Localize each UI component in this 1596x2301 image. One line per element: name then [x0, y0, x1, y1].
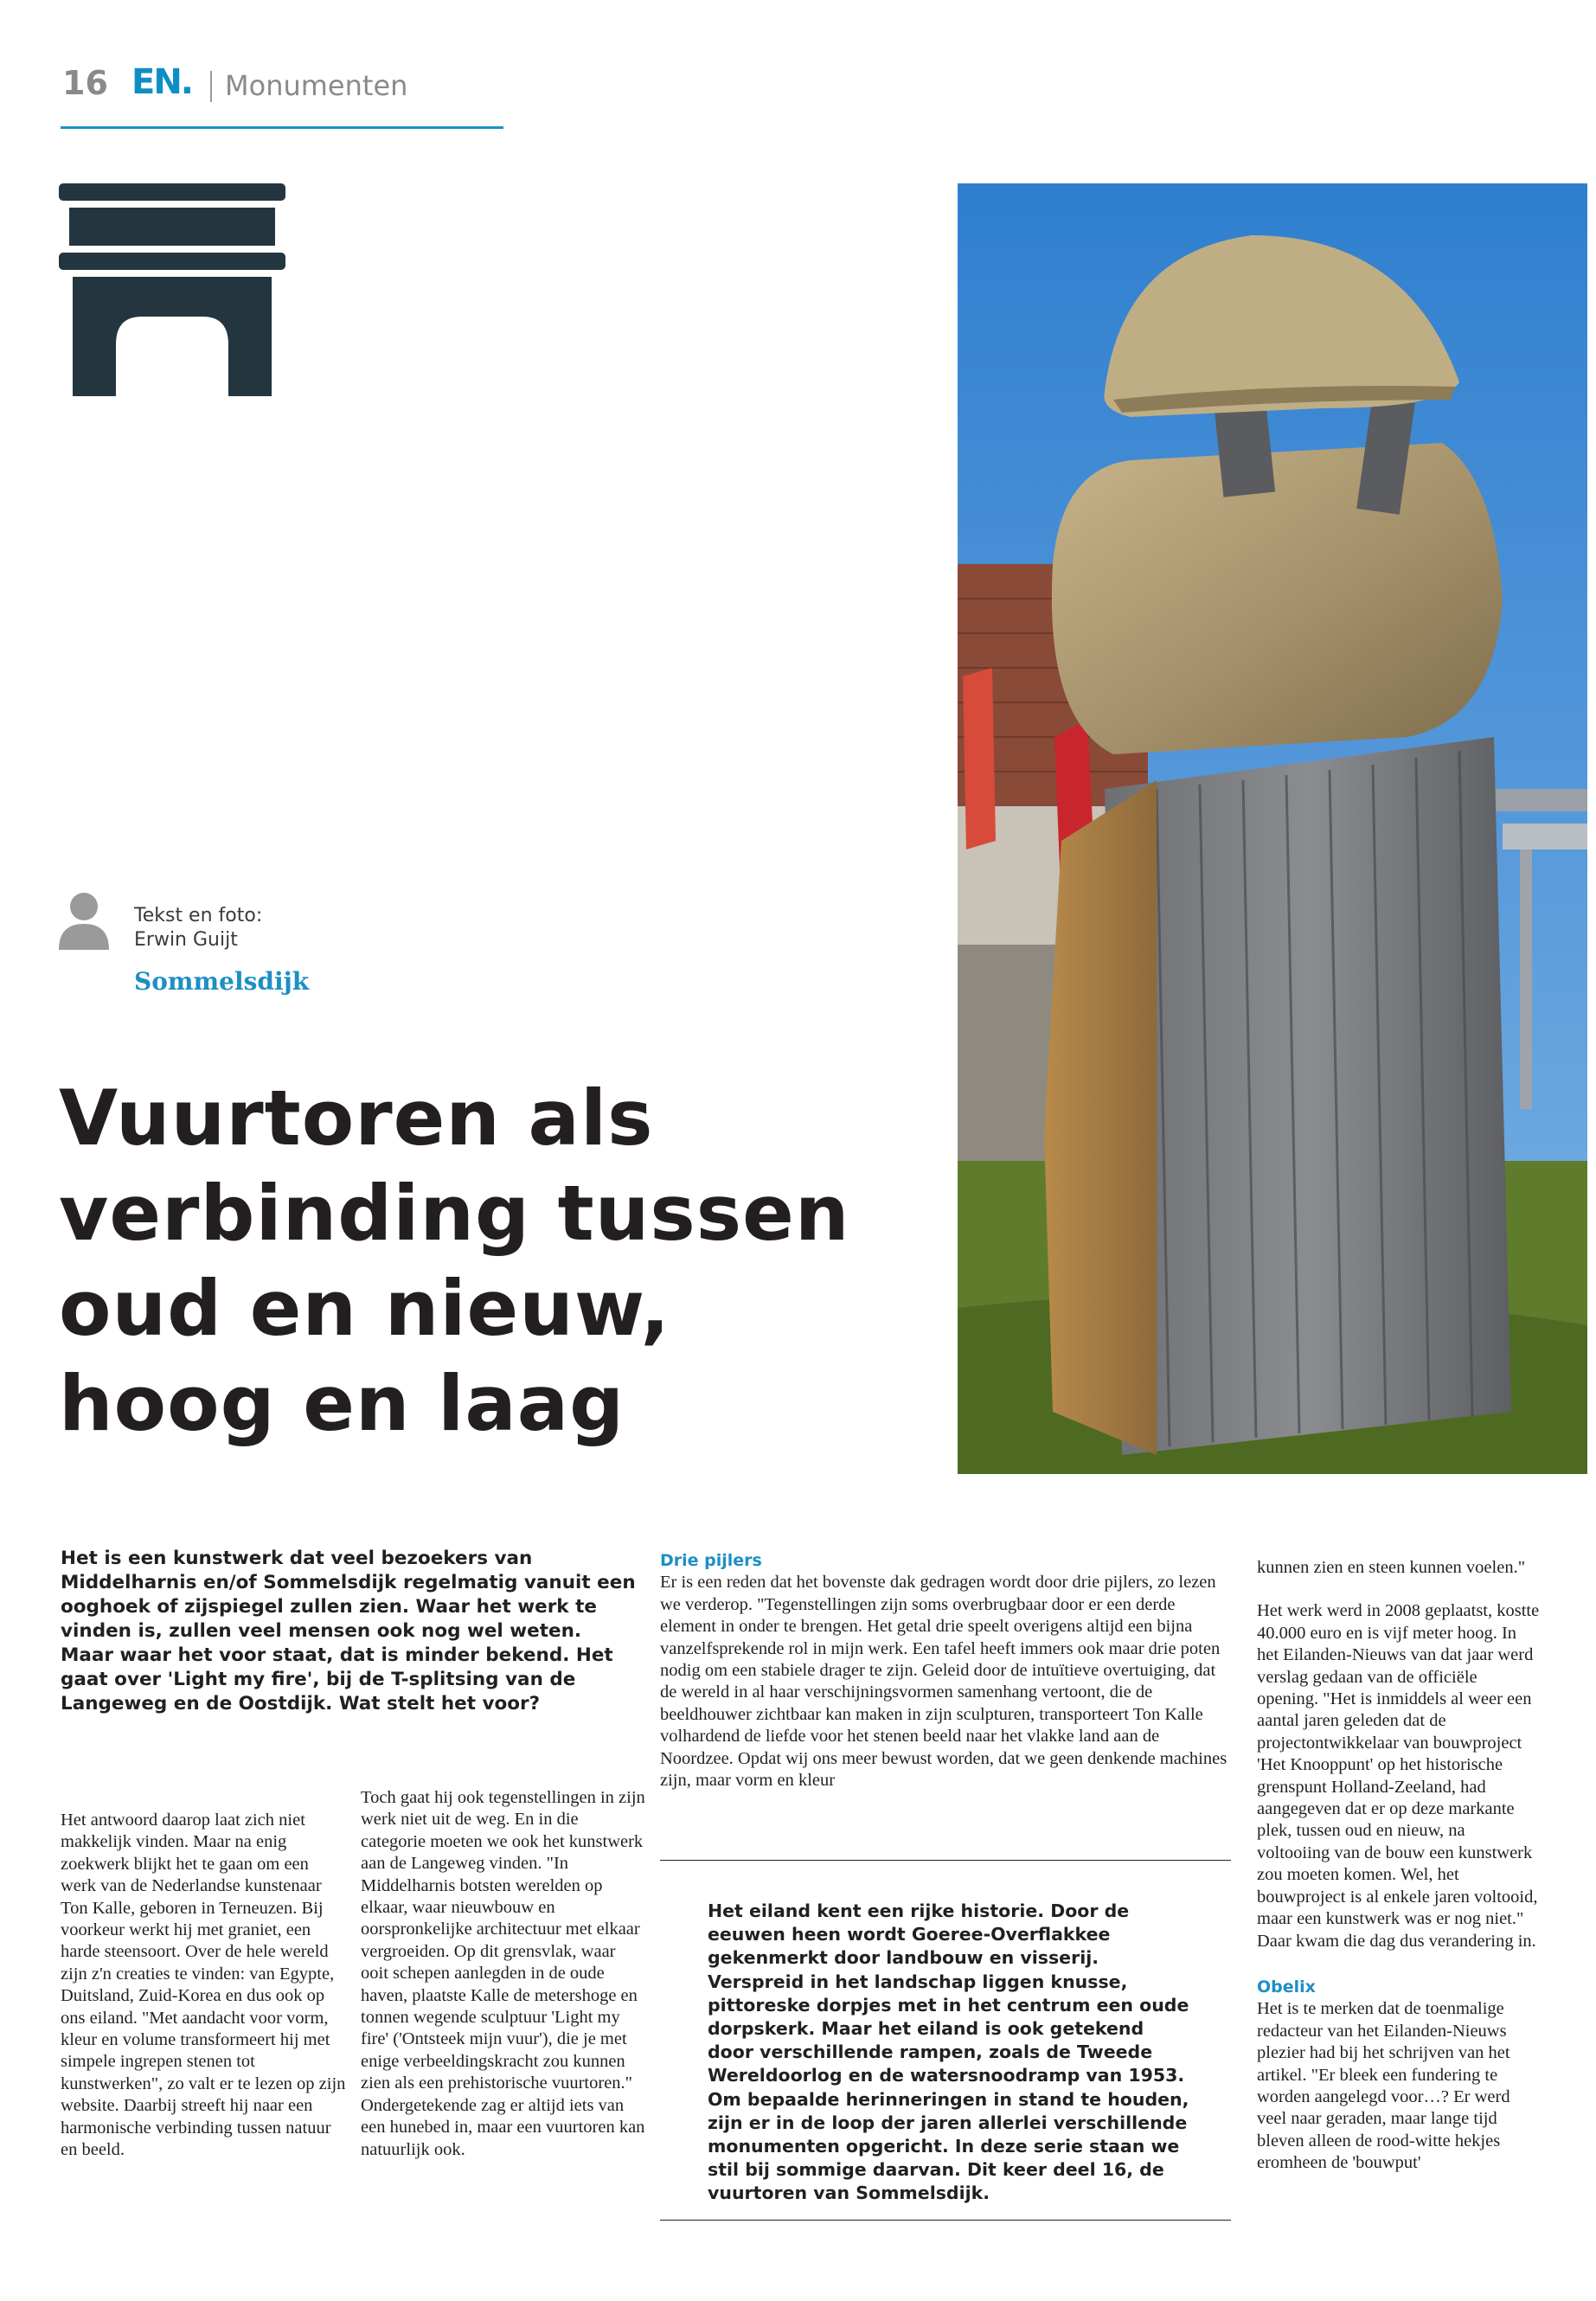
article-title	[59, 1071, 924, 1452]
page-number: 16	[62, 64, 108, 102]
series-info-box: Het eiland kent een rijke historie. Door de eeuwen heen wordt Goeree-Overflakkee gekenmerkt door landbouw en visserij. Verspreid in het landschap liggen knusse, pittoreske dorpjes met in het centrum een oude dorpskerk. Maar het eiland is ook getekend door verschillende rampen, zoals de Tweede Wereldoorlog en de watersnoodramp van 1953. Om bepaalde herinneringen in stand te houden, zijn er in de loop der jaren allerlei verschillende monumenten opgericht. In deze serie staan we stil bij sommige daarvan. Dit keer deel 16, de vuurtoren van Sommelsdijk.	[708, 1900, 1189, 2204]
byline-author: Erwin Guijt	[134, 929, 238, 951]
body-column-1: Het antwoord daarop laat zich niet makkelijk vinden. Maar na enig zoekwerk blijkt het te gaan om een werk van de Nederlandse kunstenaar Ton Kalle, geboren in Terneuzen. Bij voorkeur werkt hij met graniet, een harde steensoort. Over de hele wereld zijn z'n creaties te vinden: van Egypte, Duitsland, Zuid-Korea en dus ook op ons eiland. "Met aandacht voor vorm, kleur en volume transformeert hij met simpele ingrepen stenen tot kunstwerken", zo valt er te lezen op zijn website. Daarbij streeft hij naar een harmonische verbinding tussen natuur en beeld.	[61, 1811, 346, 2160]
column-4-text-1: kunnen zien en steen kunnen voelen."	[1257, 1558, 1526, 1577]
header-divider	[210, 71, 212, 102]
article-intro: Het is een kunstwerk dat veel bezoekers van Middelharnis en/of Sommelsdijk regelmatig vanuit een ooghoek of zijspiegel zullen zien. Waar het werk te vinden is, zullen veel mensen ook nog wel weten. Maar waar het voor staat, dat is minder bekend. Het gaat over 'Light my fire', bij de T-splitsing van de Langeweg en de Oostdijk. Wat stelt het voor?	[61, 1548, 636, 1715]
box-rule-bottom	[660, 2220, 1231, 2221]
sculpture-photo	[958, 183, 1587, 1474]
byline-label: Tekst en foto:	[134, 905, 263, 926]
column-4-text-2: Het werk werd in 2008 geplaatst, kostte 40.000 euro en is vijf meter hoog. In het Eilanden-Nieuws van dat jaar werd verslag gedaan van de officiële opening. "Het is inmiddels al weer een aantal jaren geleden dat de projectontwikkelaar van bouwproject 'Het Knooppunt' op het historische grenspunt Holland-Zeeland, had aangegeven dat er op deze markante plek, tussen oud en nieuw, na voltooiing van de bouw een kunstwerk zou moeten komen. Wel, het bouwproject is al enkele jaren voltooid, maar een kunstwerk was er nog niet." Daar kwam die dag dus verandering in.	[1257, 1601, 1540, 1951]
body-column-3	[660, 1550, 1235, 1791]
title-line-2: verbinding tussen	[59, 1169, 850, 1258]
subheading-obelix: Obelix	[1257, 1977, 1316, 1997]
header-rule	[61, 126, 503, 129]
column-3-text: Er is een reden dat het bovenste dak gedragen wordt door drie pijlers, zo lezen we verderop. "Tegenstellingen zijn soms overbrugbaar door er een derde element in onder te brengen. Het getal drie speelt overigens altijd een bijna vanzelfsprekende rol in mijn werk. Een tafel heeft immers ook maar drie poten nodig om een stabiele drager te zijn. Geleid door de intuïtieve overtuiging, dat de wereld in al haar verschijningsvormen samenhang vertoont, die de beeldhouwer zichtbaar kan maken in zijn sculpturen, transporteert Ton Kalle volhardend de liefde voor het stenen beeld naar het vlakke land aan de Noordzee. Opdat wij ons meer bewust worden, dat we geen denkende machines zijn, maar vorm en kleur	[660, 1573, 1227, 1791]
title-line-3: oud en nieuw,	[59, 1264, 670, 1353]
title-line-1: Vuurtoren als	[59, 1074, 654, 1163]
publication-logo: EN.	[131, 62, 192, 102]
body-column-4	[1257, 1557, 1542, 2175]
arch-monument-icon	[59, 182, 285, 398]
column-4-text-3: Het is te merken dat de toenmalige redacteur van het Eilanden-Nieuws plezier had bij het schrijven van het artikel. "Er bleek een fundering te worden aangelegd voor…? Er werd veel naar geraden, maar lange tijd bleven alleen de rood-witte hekjes eromheen de 'bouwput'	[1257, 1999, 1510, 2173]
body-column-2: Toch gaat hij ook tegenstellingen in zijn werk niet uit de weg. En in die categorie moeten we ook het kunstwerk aan de Langeweg vinden. "In Middelharnis botsten werelden op elkaar, waar nieuwbouw en oorspronkelijke architectuur met elkaar vergroeiden. Op dit grensvlak, waar ooit schepen aanlegden in de oude haven, plaatste Kalle de metershoge en tonnen wegende sculptuur 'Light my fire' ('Ontsteek mijn vuur'), die je met enige verbeeldingskracht zou kunnen zien als een prehistorische vuurtoren." Ondergetekende zag er altijd iets van een hunebed in, maar een vuurtoren kan natuurlijk ook.	[361, 1788, 645, 2159]
subheading-drie-pijlers: Drie pijlers	[660, 1551, 762, 1570]
box-rule-top	[660, 1860, 1231, 1861]
title-line-4: hoog en laag	[59, 1359, 625, 1448]
person-icon	[59, 891, 109, 950]
location-tag: Sommelsdijk	[134, 967, 310, 996]
section-title: Monumenten	[225, 69, 408, 102]
